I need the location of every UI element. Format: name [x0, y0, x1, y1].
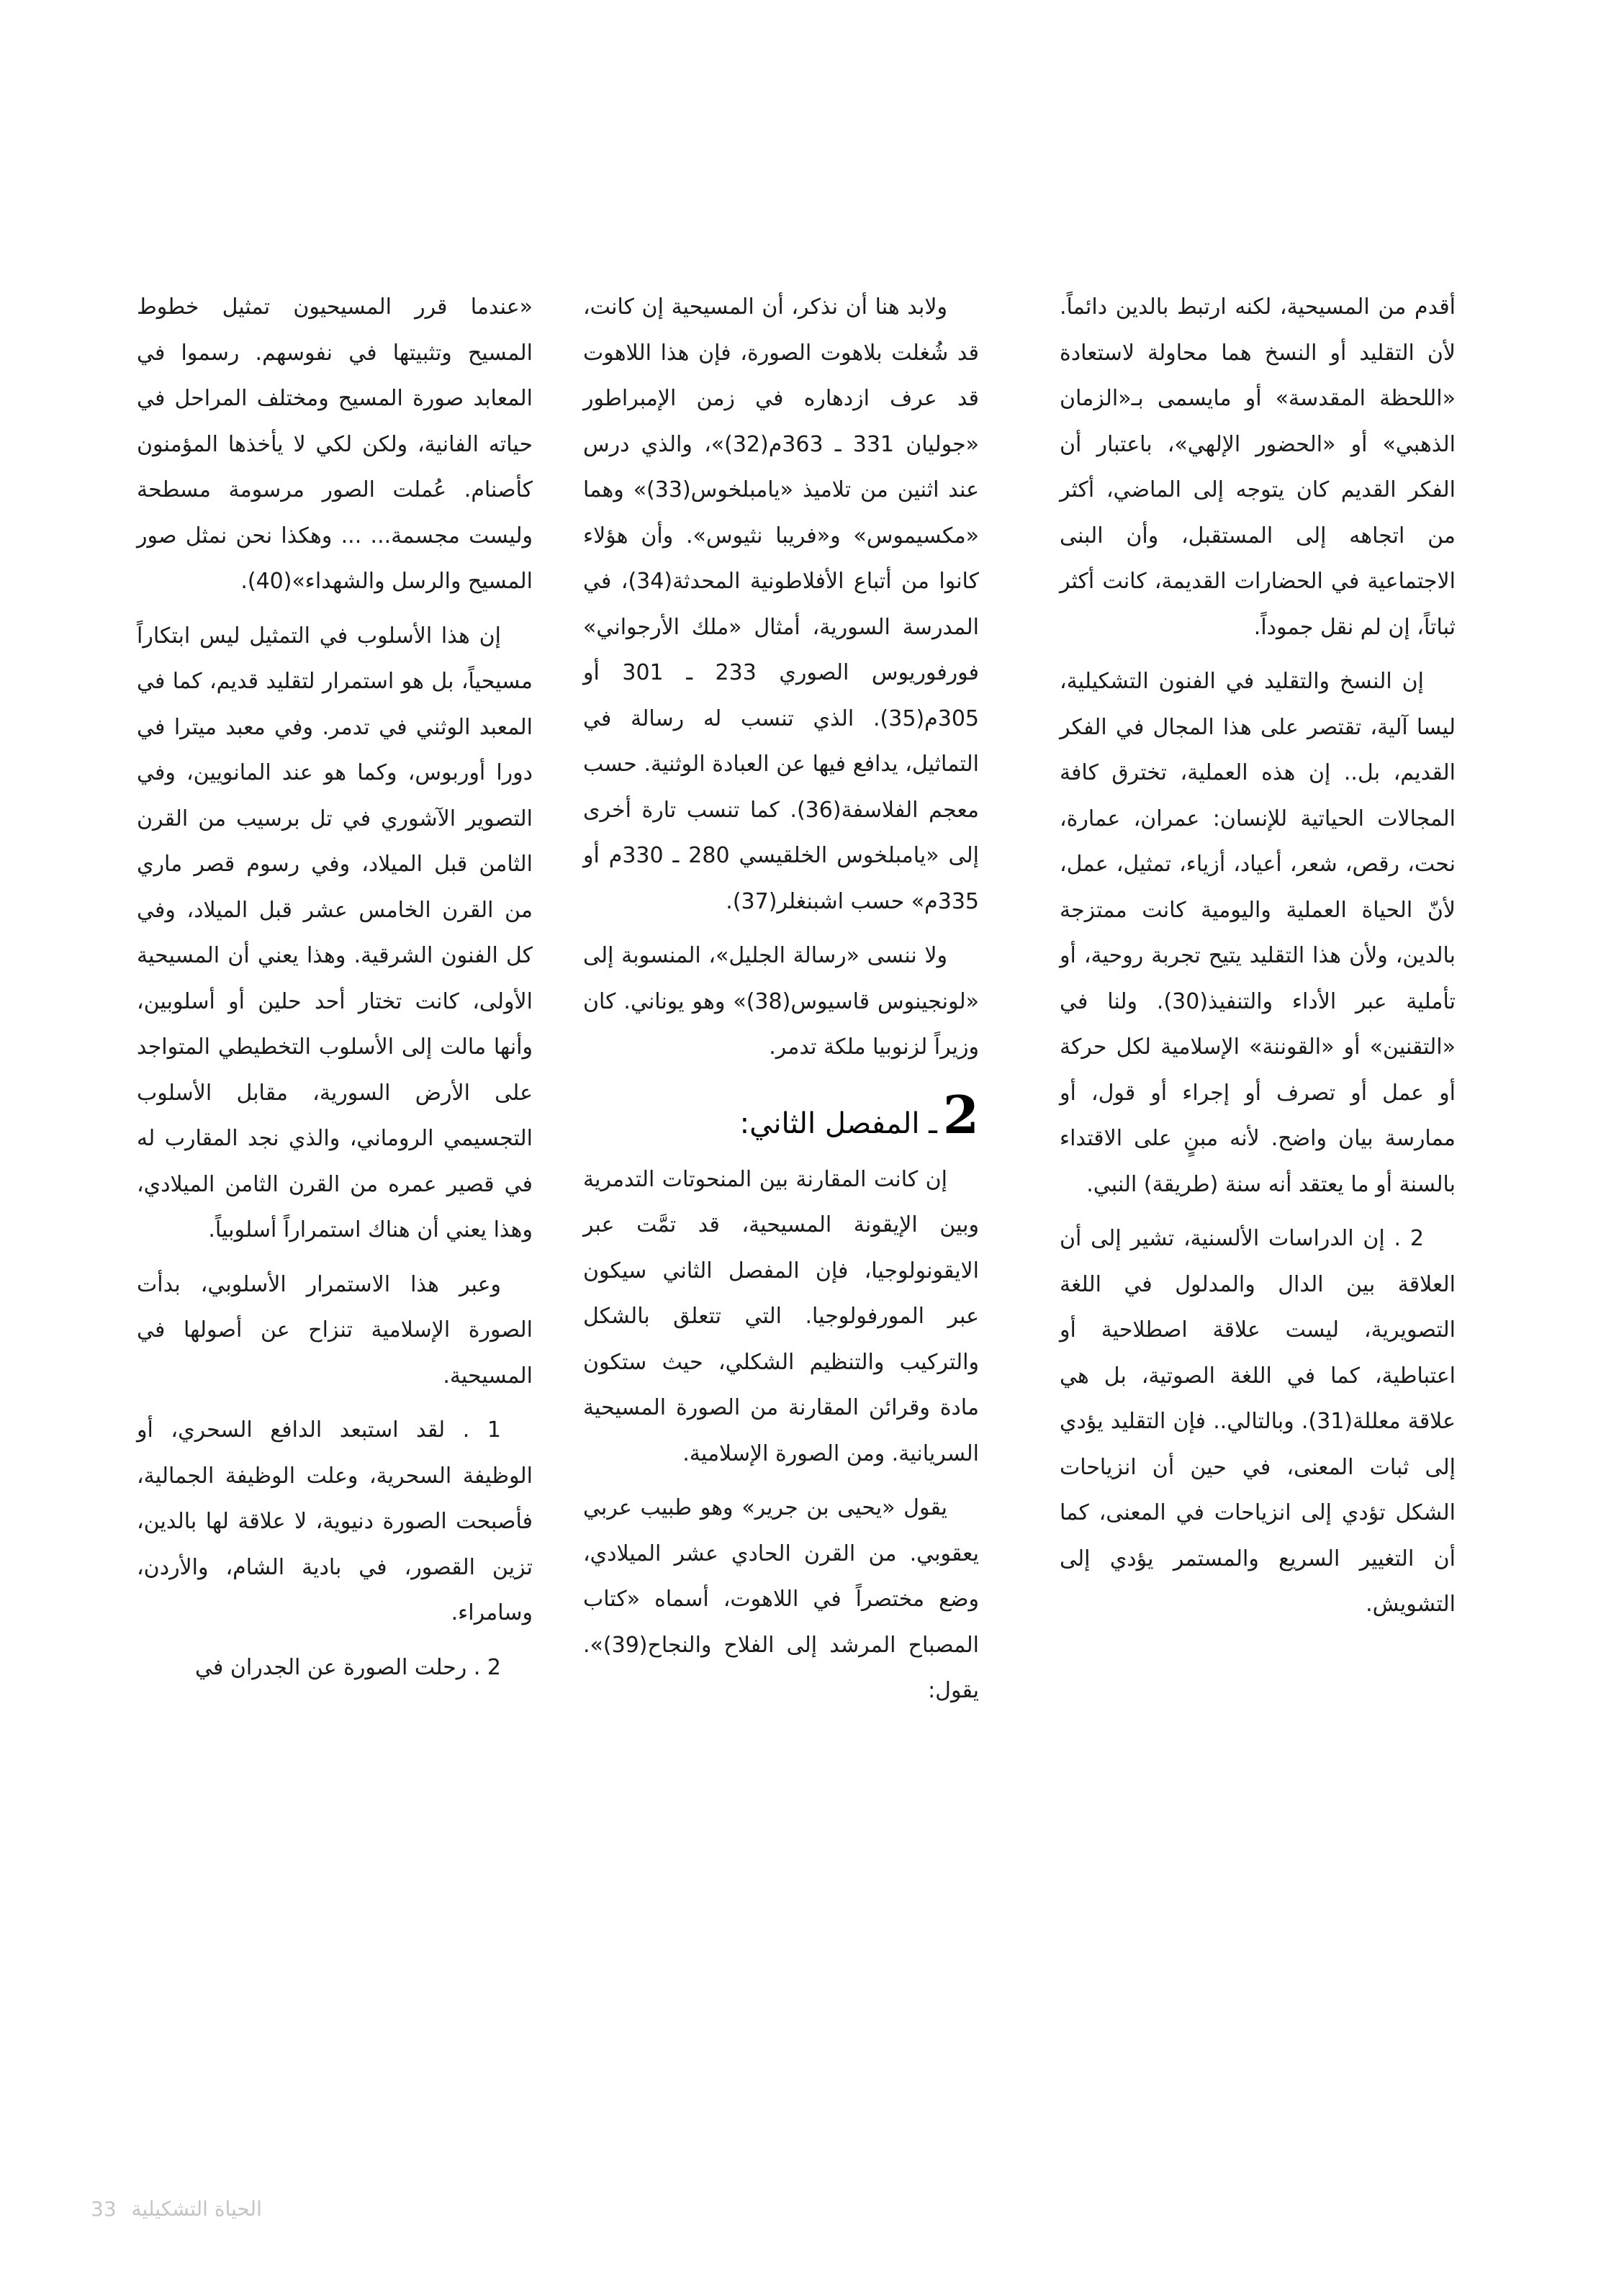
section-title: ـ المفصل الثاني: — [739, 1106, 937, 1140]
paragraph: يقول «يحيى بن جرير» وهو طبيب عربي يعقوبي. من القرن الحادي عشر الميلادي، وضع مختصراً في اللاهوت، أسماه «كتاب المصباح المرشد إلى الفلاح والنجاح(39)». يقول: — [583, 1495, 979, 1703]
column-middle — [583, 284, 979, 1723]
paragraph: إن النسخ والتقليد في الفنون التشكيلية، ليسا آلية، تقتصر على هذا المجال في الفكر القديم، بل.. إن هذه العملية، تخترق كافة المجالات الحياتية للإنسان: عمران، عمارة، نحت، رقص، شعر، أعياد، أزياء، تمثيل، عمل، لأنّ الحياة العملية واليومية كانت ممتزجة بالدين، ولأن هذا التقليد يتيح تجربة روحية، أو تأملية عبر الأداء والتنفيذ(30). ولنا في «التقنين» أو «القوننة» الإسلامية لكل حركة أو عمل أو تصرف أو إجراء أو قول، أو ممارسة بيان واضح. لأنه مبنٍ على الاقتداء بالسنة أو ما يعتقد أنه سنة (طريقة) النبي. — [1060, 669, 1456, 1197]
section-number: 2 — [942, 1083, 979, 1145]
column-left — [137, 284, 533, 1699]
paragraph: وعبر هذا الاستمرار الأسلوبي، بدأت الصورة الإسلامية تنزاح عن أصولها في المسيحية. — [137, 1271, 533, 1389]
paragraph: 2 . رحلت الصورة عن الجدران في — [195, 1654, 501, 1680]
paragraph: أقدم من المسيحية، لكنه ارتبط بالدين دائماً. لأن التقليد أو النسخ هما محاولة لاستعادة «اللحظة المقدسة» أو مايسمى بـ«الزمان الذهبي» أو «الحضور الإلهي»، باعتبار أن الفكر القديم كان يتوجه إلى الماضي، أكثر من اتجاهه إلى المستقبل، وأن البنى الاجتماعية في الحضارات القديمة، كانت أكثر ثباتاً، إن لم نقل جموداً. — [1060, 294, 1456, 640]
paragraph: ولا ننسى «رسالة الجليل»، المنسوبة إلى «لونجينوس قاسيوس(38)» وهو يوناني. كان وزيراً لزنوبيا ملكة تدمر. — [583, 943, 979, 1060]
paragraph: إن كانت المقارنة بين المنحوتات التدمرية وبين الإيقونة المسيحية، قد تمَّت عبر الايقونولوجيا، فإن المفصل الثاني سيكون عبر المورفولوجيا. التي تتعلق بالشكل والتركيب والتنظيم الشكلي، حيث ستكون مادة وقرائن المقارنة من الصورة المسيحية السريانية. ومن الصورة الإسلامية. — [583, 1166, 979, 1466]
quote-paragraph: «عندما قرر المسيحيون تمثيل خطوط المسيح وتثبيتها في نفوسهم. رسموا في المعابد صورة المسيح ومختلف المراحل في حياته الفانية، ولكن لكي لا يأخذها المؤمنون كأصنام. عُملت الصور مرسومة مسطحة وليست مجسمة... ... وهكذا نحن نمثل صور المسيح والرسل والشهداء»(40). — [137, 294, 533, 594]
page-number: 33 — [91, 2197, 117, 2221]
paragraph: 2 . إن الدراسات الألسنية، تشير إلى أن العلاقة بين الدال والمدلول في اللغة التصويرية، ليست علاقة اصطلاحية أو اعتباطية، كما في اللغة الصوتية، بل هي علاقة معللة(31). وبالتالي.. فإن التقليد يؤدي إلى ثبات المعنى، في حين أن انزياحات الشكل تؤدي إلى انزياحات في المعنى، كما أن التغيير السريع والمستمر يؤدي إلى التشويش. — [1060, 1226, 1456, 1617]
page-footer — [86, 2197, 266, 2221]
paragraph: ولابد هنا أن نذكر، أن المسيحية إن كانت، قد شُغلت بلاهوت الصورة، فإن هذا اللاهوت قد عرف ازدهاره في زمن الإمبراطور «جوليان 331 ـ 363م(32)»، والذي درس عند اثنين من تلاميذ «يامبلخوس(33)» وهما «مكسيموس» و«فريبا نثيوس». وأن هؤلاء كانوا من أتباع الأفلاطونية المحدثة(34)، في المدرسة السورية، أمثال «ملك الأرجواني» فورفوريوس الصوري 233 ـ 301 أو 305م(35). الذي تنسب له رسالة في التماثيل، يدافع فيها عن العبادة الوثنية. حسب معجم الفلاسفة(36). كما تنسب تارة أخرى إلى «يامبلخوس الخلقيسي 280 ـ 330م أو 335م» حسب اشبنغلر(37). — [583, 294, 979, 914]
section-heading — [583, 1083, 979, 1150]
magazine-name: الحياة التشكيلية — [131, 2197, 262, 2221]
paragraph: إن هذا الأسلوب في التمثيل ليس ابتكاراً مسيحياً، بل هو استمرار لتقليد قديم، كما في المعبد الوثني في تدمر. وفي معبد ميترا في دورا أوربوس، وكما هو عند المانويين، وفي التصوير الآشوري في تل برسيب من القرن الثامن قبل الميلاد، وفي رسوم قصر ماري من القرن الخامس عشر قبل الميلاد، وفي كل الفنون الشرقية. وهذا يعني أن المسيحية الأولى، كانت تختار أحد حلين أو أسلوبين، وأنها مالت إلى الأسلوب التخطيطي المتواجد على الأرض السورية، مقابل الأسلوب التجسيمي الروماني، والذي نجد المقارب له في قصير عمره من القرن الثامن الميلادي، وهذا يعني أن هناك استمراراً أسلوبياً. — [137, 623, 533, 1242]
column-right — [1060, 284, 1456, 1636]
paragraph: 1 . لقد استبعد الدافع السحري، أو الوظيفة السحرية، وعلت الوظيفة الجمالية، فأصبحت الصورة دنيوية، لا علاقة لها بالدين، تزين القصور، في بادية الشام، والأردن، وسامراء. — [137, 1417, 533, 1625]
